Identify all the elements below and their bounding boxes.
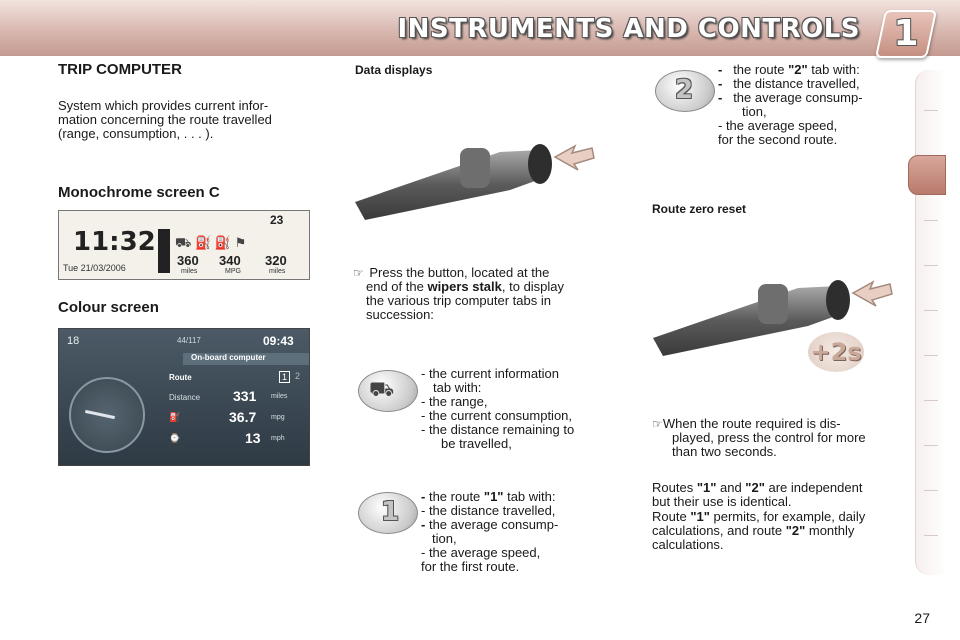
pointing-hand-icon: ☞ — [353, 266, 364, 280]
route-1-list: - the route "1" tab with: - the distance travelled, - the average consump- tion, - the average speed, for the first route. — [421, 489, 559, 574]
route-reset-instruction: ☞ When the route required is dis- played, press the control for more than two seconds. — [652, 416, 866, 459]
colour-header: On-board computer — [183, 353, 310, 365]
page-header — [0, 0, 960, 56]
car-icon: ⛟ ⛽ ⛽ ⚑ — [175, 235, 247, 250]
colour-distance-value: 331 — [233, 388, 257, 404]
active-chapter-tab[interactable] — [908, 155, 946, 195]
tab-divider — [924, 535, 938, 536]
monochrome-screen-image — [58, 210, 310, 280]
mono-time: 11:32 — [73, 227, 156, 257]
mono-value-1: 360 — [177, 253, 199, 268]
chapter-tabs — [915, 70, 946, 575]
compass-needle — [85, 410, 115, 419]
tab-divider — [924, 400, 938, 401]
colour-temp: 18 — [67, 335, 80, 347]
colour-time: 09:43 — [263, 334, 294, 348]
colour-screen-image — [58, 328, 310, 466]
speed-icon: ⌚ — [169, 433, 181, 443]
colour-route-tab-2: 2 — [295, 371, 301, 381]
route-1-icon: 1 — [358, 492, 418, 534]
page-number: 27 — [914, 610, 930, 626]
tab-divider — [924, 310, 938, 311]
pointing-hand-icon: ☞ — [652, 417, 663, 431]
mono-temp: 23 — [270, 213, 284, 227]
mono-tab-strip — [158, 229, 170, 273]
colour-odo: 44/117 — [177, 336, 201, 345]
mono-unit-2: MPG — [225, 268, 241, 275]
route-2-icon: 2 — [655, 70, 715, 112]
wiper-stalk-illustration — [350, 132, 600, 222]
press-button-instruction: ☞ Press the button, located at the end of the wipers stalk, to display the various trip computer tabs in succession: — [353, 265, 565, 322]
mono-value-3: 320 — [265, 253, 287, 268]
colour-speed-value: 13 — [245, 430, 261, 446]
tab-divider — [924, 490, 938, 491]
colour-mpg-value: 36.7 — [229, 409, 257, 425]
reset-2s-badge: +2s — [808, 332, 864, 372]
tab-divider — [924, 265, 938, 266]
tab-divider — [924, 220, 938, 221]
routes-usage-paragraph: Route "1" permits, for example, daily calculations, and route "2" monthly calculations. — [652, 509, 866, 552]
data-displays-heading: Data displays — [355, 63, 433, 77]
route-2-list: - the route "2" tab with: - the distance travelled, - the average consump- tion, - the average speed, for the second route. — [718, 62, 863, 147]
monochrome-screen-heading: Monochrome screen C — [58, 184, 220, 201]
colour-screen-heading: Colour screen — [58, 299, 159, 316]
colour-distance-unit: miles — [271, 393, 288, 400]
mono-value-2: 340 — [219, 253, 241, 268]
chapter-number-badge — [875, 10, 937, 58]
tab-divider — [924, 110, 938, 111]
route-zero-reset-heading: Route zero reset — [652, 202, 747, 216]
chapter-title: INSTRUMENTS AND CONTROLS — [397, 14, 860, 44]
tab-divider — [924, 445, 938, 446]
colour-route-tab-1: 1 — [279, 371, 290, 383]
colour-speed-unit: mph — [271, 435, 285, 442]
car-tab-icon: ⛟ — [358, 370, 418, 412]
mono-date: Tue 21/03/2006 — [63, 263, 126, 273]
mono-unit-1: miles — [181, 268, 198, 275]
colour-distance-label: Distance — [169, 393, 201, 402]
chapter-number: 1 — [893, 13, 919, 54]
tab-divider — [924, 355, 938, 356]
routes-independent-paragraph: Routes "1" and "2" are independent but their use is identical. — [652, 480, 863, 509]
colour-route-label: Route — [169, 373, 192, 382]
fuel-icon: ⛽ — [169, 412, 181, 422]
compass-dial — [69, 377, 145, 453]
trip-computer-description: System which provides current infor- mation concerning the route travelled (range, consumption, . . . ). — [58, 98, 272, 141]
mono-unit-3: miles — [269, 268, 286, 275]
trip-computer-heading: TRIP COMPUTER — [58, 61, 182, 78]
current-info-list: - the current information tab with: - the range, - the current consumption, - the distance remaining to be travelled, — [421, 366, 575, 451]
colour-mpg-unit: mpg — [271, 414, 285, 421]
